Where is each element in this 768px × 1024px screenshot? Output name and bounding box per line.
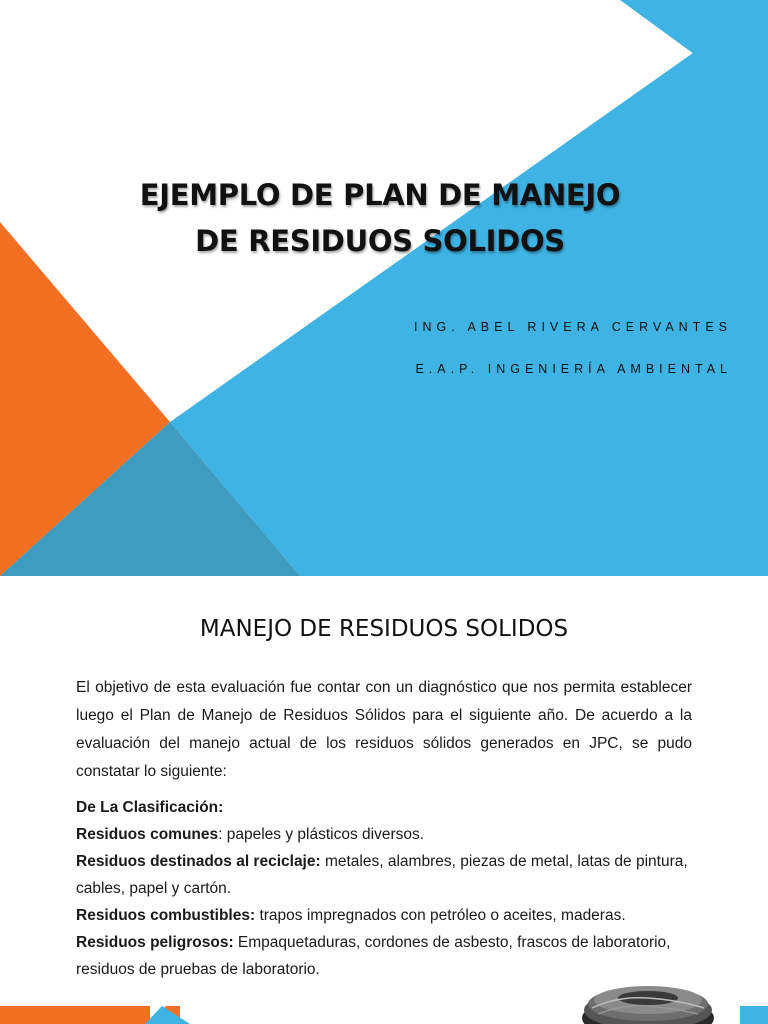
content-heading: MANEJO DE RESIDUOS SOLIDOS [199, 616, 569, 642]
asbestos-rope-coil-icon [578, 974, 718, 1024]
list-item-label: Residuos peligrosos: [76, 934, 234, 951]
blue-triangle-shape [170, 0, 768, 576]
list-item-label: Residuos combustibles: [76, 907, 256, 924]
content-body [76, 674, 692, 983]
school-name: E.A.P. INGENIERÍA AMBIENTAL [415, 362, 732, 376]
slide-title-line1: EJEMPLO DE PLAN DE MANEJO [139, 178, 621, 212]
slide-title [0, 172, 760, 264]
list-item [76, 902, 692, 929]
slide-gap [0, 576, 768, 586]
classification-label [76, 794, 692, 821]
list-item-label: Residuos comunes [76, 826, 219, 843]
content-slide [0, 586, 768, 1024]
orange-bar-shape [0, 1006, 150, 1024]
author-name: ING. ABEL RIVERA CERVANTES [413, 320, 732, 334]
list-item-text: trapos impregnados con petróleo o aceites, maderas. [255, 907, 626, 924]
list-item-label: Residuos destinados al reciclaje: [76, 853, 321, 870]
list-item-text: Empaquetaduras, cordones de asbesto, frascos de laboratorio, residuos de pruebas de laboratorio. [76, 934, 671, 978]
list-item [76, 848, 692, 902]
slide-title-line2: DE RESIDUOS SOLIDOS [195, 224, 565, 258]
classification-label-text: De La Clasificación: [76, 799, 224, 816]
blue-corner-bar-shape [740, 1006, 768, 1024]
list-item-text: metales, alambres, piezas de metal, latas de pintura, cables, papel y cartón. [76, 853, 688, 897]
intro-paragraph: El objetivo de esta evaluación fue contar con un diagnóstico que nos permita establecer luego el Plan de Manejo de Residuos Sólidos para el siguiente año. De acuerdo a la evaluación del manejo actual de los residuos sólidos generados en JPC, se pudo constatar lo siguiente: [76, 679, 692, 780]
list-item-text: : papeles y plásticos diversos. [218, 826, 425, 843]
list-item [76, 821, 692, 848]
